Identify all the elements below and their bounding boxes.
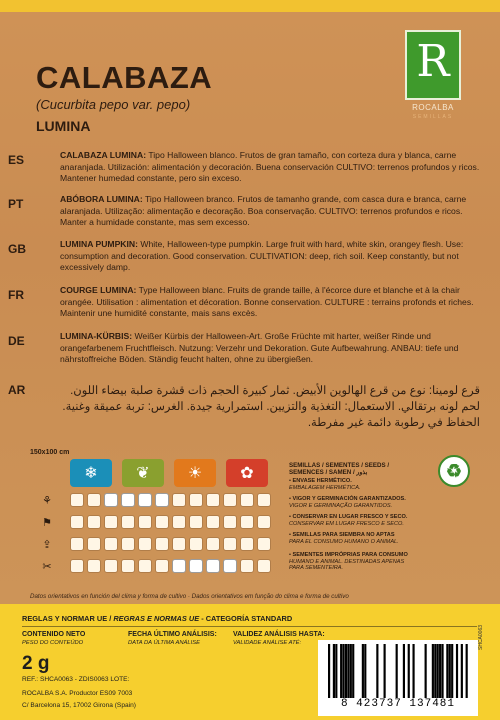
- calendar-cell: [223, 559, 237, 573]
- description-pt: [60, 194, 480, 229]
- seed-info-item: • SEMENTES IMPRÓPRIAS PARA CONSUMO HUMANO E ANIMAL. DESTINADAS APENAS PARA SEMENTEIRA.: [289, 552, 408, 572]
- variety-name: LUMINA: [36, 118, 91, 134]
- description-ar: قرع لومينا: نوع من قرع الهالوين الأبيض. ثمار كبيرة الحجم ذات قشرة صلبة بيضاء اللون. لحم لونه برتقالي. الاستعمال: التغذية والتزيين. استمرارية جيدة. الغرس: تربة عميقة وغنية. الحفاظ في رطوبة دائمة غير مفرطة.: [62, 385, 480, 429]
- calendar-cell: [138, 493, 152, 507]
- barcode-bar: [364, 644, 366, 698]
- description-name: LUMINA-KÜRBIS:: [60, 331, 133, 341]
- sun-icon: ☀: [174, 459, 216, 487]
- barcode-bar: [335, 644, 337, 698]
- barcode-bar: [408, 644, 410, 698]
- barcode-number: 8 423737 137481: [340, 698, 456, 710]
- barcode-bar: [466, 644, 468, 698]
- barcode-bar: [347, 644, 349, 698]
- barcode-bar: [403, 644, 405, 698]
- description-name: CALABAZA LUMINA:: [60, 150, 147, 160]
- lang-code-ar: AR: [8, 383, 26, 397]
- net-content-label: CONTENIDO NETO: [22, 631, 86, 638]
- seed-info-pt: EMBALAGEM HERMÉTICA.: [289, 484, 361, 491]
- calendar-row: [30, 535, 276, 553]
- side-code: SHCA0063: [478, 624, 484, 650]
- calendar-cell: [70, 493, 84, 507]
- calendar-cell: [206, 493, 220, 507]
- seeds-heading-line1: SEMILLAS / SEMENTES / SEEDS /: [289, 462, 390, 469]
- harvest-icon: ✂: [42, 560, 52, 573]
- footnote: Datos orientativos en función del clima y forma de cultivo · Dados orientativos em função do clima e forma de cultivo: [30, 593, 349, 600]
- rocalba-logo: [405, 30, 461, 100]
- description-text: Tipo Halloween branco. Frutos de tamanho grande, com casca dura e branca, carne alaranjada. Utilização: alimentação e decoração. Boa conservação. CULTIVO: terrenos profundos e ricos. Manter a humidade constante, mas sem excesso.: [60, 194, 467, 228]
- description-es: [60, 150, 480, 185]
- seed-info-es: SEMILLAS PARA SIEMBRA NO APTAS: [292, 532, 395, 538]
- calendar-cell: [70, 537, 84, 551]
- latin-name: (Cucurbita pepo var. pepo): [36, 97, 191, 112]
- regulations-category: - CATEGORÍA STANDARD: [199, 614, 293, 623]
- calendar-cell: [87, 559, 101, 573]
- divider: [22, 626, 477, 627]
- net-content-label-pt: PESO DO CONTEÚDO: [22, 640, 84, 646]
- description-gb: [60, 239, 480, 274]
- calendar-cell: [189, 559, 203, 573]
- seeds-heading: [289, 462, 389, 476]
- calendar-cell: [240, 515, 254, 529]
- calendar-cell: [206, 559, 220, 573]
- logo-subtitle: SEMILLAS: [412, 114, 454, 120]
- calendar-cell: [87, 515, 101, 529]
- barcode-bar: [376, 644, 378, 698]
- calendar-cell: [104, 537, 118, 551]
- calendar-row: [30, 491, 276, 509]
- description-text: Type Halloween blanc. Fruits de grande taille, à l'écorce dure et blanche et à la chair orangée. Utilisation : alimentation et décoration. Bonne conservation. CULTURE : terrains profonds et riches. Maintenir une humidité constante, mais sans excès.: [60, 285, 474, 319]
- calendar-cell: [104, 515, 118, 529]
- barcode-bar: [461, 644, 463, 698]
- calendar-cell: [155, 537, 169, 551]
- calendar-cell: [257, 537, 271, 551]
- calendar-cell: [223, 515, 237, 529]
- calendar-cell: [155, 493, 169, 507]
- reference-code: REF.: SHCA0063 - ZDIS0063 LOTE:: [22, 676, 130, 683]
- seed-info-es: SEMENTES IMPRÓPRIAS PARA CONSUMO: [292, 552, 408, 558]
- seedbed-icon: ⚑: [42, 516, 52, 529]
- barcode-bar: [345, 644, 347, 698]
- calendar-cell: [257, 515, 271, 529]
- description-text: White, Halloween-type pumpkin. Large fruit with hard, white skin, orangey flesh. Use: consumption and decoration. Good conservation. CULTIVATION: deep, rich soil. Keep constantly, but not excessively damp.: [60, 239, 464, 273]
- barcode-bar: [432, 644, 434, 698]
- calendar-cell: [155, 515, 169, 529]
- seed-info-item: • ENVASE HERMÉTICO. EMBALAGEM HERMÉTICA.: [289, 478, 361, 491]
- calendar-cell: [121, 537, 135, 551]
- barcode-bar: [439, 644, 441, 698]
- description-text: Weißer Kürbis der Halloween-Art. Große Früchte mit harter, weißer Rinde und orangefarbenem Fruchtfleisch. Nutzung: Verzehr und Dekoration. Gute Aufbewahrung. ANBAU: tiefe und nährstoffreiche Böden. Ständig feucht halten, ohne zu übergießen.: [60, 331, 459, 365]
- seed-info-pt: HUMANO E ANIMAL. DESTINADAS APENAS PARA SEMENTEIRA.: [289, 558, 405, 572]
- calendar-cell: [172, 493, 186, 507]
- calendar-cell: [240, 537, 254, 551]
- barcode-bar: [449, 644, 451, 698]
- product-title: CALABAZA: [36, 60, 213, 95]
- barcode-bar: [425, 644, 427, 698]
- last-analysis-label-pt: DATA DA ÚLTIMA ANÁLISE: [128, 640, 200, 646]
- calendar-cell: [70, 559, 84, 573]
- seed-info-pt: PARA EL CONSUMO HUMANO O ANIMAL.: [289, 538, 399, 545]
- description-name: LUMINA PUMPKIN:: [60, 239, 138, 249]
- barcode-bar: [412, 644, 414, 698]
- seed-info-pt: CONSERVAR EM LUGAR FRESCO E SECO.: [289, 520, 404, 527]
- calendar-cell: [257, 559, 271, 573]
- calendar-cell: [87, 537, 101, 551]
- barcode-bar: [352, 644, 354, 698]
- seed-info-es: VIGOR Y GERMINACIÓN GARANTIZADOS.: [292, 496, 406, 502]
- analysis-validity-label-pt: VALIDADE ANÁLISE ATÉ:: [233, 640, 302, 646]
- analysis-validity-label: VALIDEZ ANÁLISIS HASTA:: [233, 631, 325, 638]
- calendar-cell: [104, 559, 118, 573]
- logo-r-letter: R: [416, 36, 450, 87]
- calendar-cell: [121, 493, 135, 507]
- calendar-cell: [189, 537, 203, 551]
- transplant-icon: ⇪: [42, 538, 52, 551]
- barcode-bar: [340, 644, 342, 698]
- regulations-pt: REGRAS E NORMAS UE: [113, 614, 200, 623]
- producer-address: C/ Barcelona 15, 17002 Girona (Spain): [22, 702, 136, 709]
- calendar-cell: [138, 537, 152, 551]
- logo-brand-name: ROCALBA: [412, 103, 454, 112]
- barcode-bar: [342, 644, 344, 698]
- calendar-cell: [257, 493, 271, 507]
- barcode: [318, 640, 478, 716]
- calendar-cell: [240, 559, 254, 573]
- description-name: COURGE LUMINA:: [60, 285, 137, 295]
- calendar-cell: [138, 515, 152, 529]
- calendar-cell: [138, 559, 152, 573]
- regulations-es: REGLAS Y NORMAR UE /: [22, 614, 114, 623]
- green-dot-recycle-icon: ♻: [438, 455, 470, 487]
- lang-code-pt: PT: [8, 197, 24, 211]
- barcode-bar: [362, 644, 364, 698]
- snowflake-icon: ❄: [70, 459, 112, 487]
- barcode-bar: [434, 644, 436, 698]
- barcode-bar: [333, 644, 335, 698]
- top-band: [0, 0, 500, 12]
- barcode-bar: [456, 644, 458, 698]
- net-weight: 2 g: [22, 653, 50, 674]
- calendar-cell: [240, 493, 254, 507]
- seed-info-item: • SEMILLAS PARA SIEMBRA NO APTAS PARA EL CONSUMO HUMANO O ANIMAL.: [289, 532, 399, 545]
- barcode-bar: [384, 644, 386, 698]
- barcode-bar: [451, 644, 453, 698]
- barcode-bar: [441, 644, 443, 698]
- seed-info-pt: VIGOR E GERMINAÇÃO GARANTIDOS.: [289, 502, 393, 509]
- calendar-cell: [155, 559, 169, 573]
- description-de: [60, 331, 480, 366]
- calendar-cell: [189, 493, 203, 507]
- calendar-cell: [206, 515, 220, 529]
- seed-info-item: • VIGOR Y GERMINACIÓN GARANTIZADOS. VIGOR E GERMINAÇÃO GARANTIDOS.: [289, 496, 406, 509]
- lang-code-fr: FR: [8, 288, 24, 302]
- seed-info-item: • CONSERVAR EN LUGAR FRESCO Y SECO. CONSERVAR EM LUGAR FRESCO E SECO.: [289, 514, 408, 527]
- seeds-heading-line2: SEMENCES / SAMEN / بذور: [289, 469, 368, 476]
- leaf-icon: ❦: [122, 459, 164, 487]
- calendar-cell: [70, 515, 84, 529]
- calendar-cell: [189, 515, 203, 529]
- seed-info-es: ENVASE HERMÉTICO.: [292, 478, 352, 484]
- sowing-icon: ⚘: [42, 494, 52, 507]
- calendar-cell: [223, 537, 237, 551]
- description-fr: [60, 285, 480, 320]
- lang-code-gb: GB: [8, 242, 26, 256]
- barcode-bar: [437, 644, 439, 698]
- calendar-cell: [104, 493, 118, 507]
- barcode-bars: [326, 644, 470, 698]
- barcode-bar: [396, 644, 398, 698]
- calendar-cell: [172, 515, 186, 529]
- calendar-row: [30, 513, 276, 531]
- description-name: ABÓBORA LUMINA:: [60, 194, 143, 204]
- calendar-cell: [121, 515, 135, 529]
- seed-info-es: CONSERVAR EN LUGAR FRESCO Y SECO.: [292, 514, 408, 520]
- calendar-cell: [223, 493, 237, 507]
- calendar-cell: [87, 493, 101, 507]
- description-text: Tipo Halloween blanco. Frutos de gran tamaño, con corteza dura y blanca, carne anaranjada. Utilización: alimentación y decoración. Buena conservación CULTIVO: terrenos profundos y ricos. Mantener humedad constante, pero sin exceso.: [60, 150, 480, 184]
- calendar-cell: [121, 559, 135, 573]
- barcode-bar: [328, 644, 330, 698]
- regulations-heading: [22, 614, 292, 623]
- lang-code-es: ES: [8, 153, 25, 167]
- autumn-leaf-icon: ✿: [226, 459, 268, 487]
- calendar-cell: [206, 537, 220, 551]
- calendar-row: [30, 557, 276, 575]
- barcode-bar: [350, 644, 352, 698]
- barcode-bar: [446, 644, 448, 698]
- calendar-cell: [172, 537, 186, 551]
- spacing-label: 150x100 cm: [30, 449, 70, 456]
- producer-info: ROCALBA S.A. Productor ES09 7003: [22, 690, 133, 697]
- lang-code-de: DE: [8, 334, 25, 348]
- last-analysis-label: FECHA ÚLTIMO ANÁLISIS:: [128, 631, 217, 638]
- calendar-cell: [172, 559, 186, 573]
